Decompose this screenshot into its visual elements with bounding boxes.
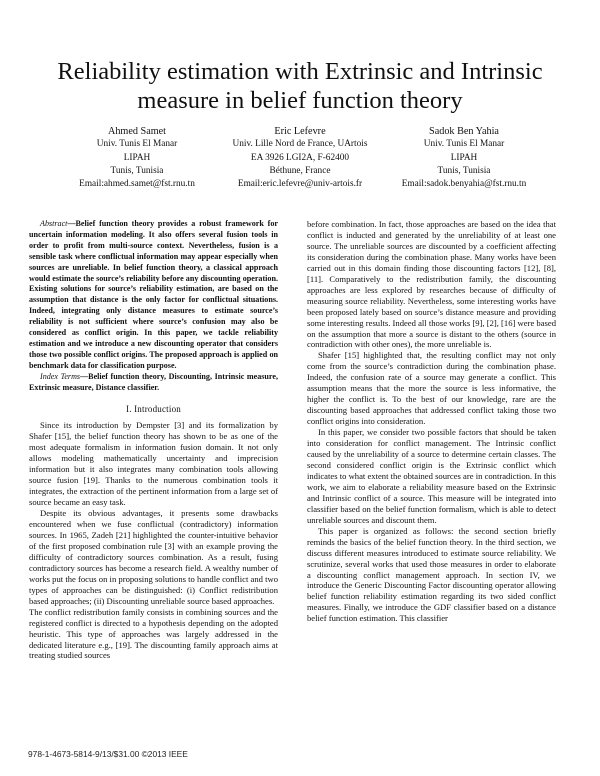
author-email: Email:eric.lefevre@univ-artois.fr (237, 179, 363, 190)
author-affiliation: Univ. Tunis El Manar (96, 139, 178, 150)
abstract-label: Abstract (40, 219, 68, 228)
right-column (307, 219, 556, 624)
abstract (29, 219, 278, 394)
author-name: Ahmed Samet (107, 126, 166, 137)
paragraph: In this paper, we consider two possible factors that should be taken into consideration for conflict management. The Intrinsic conflict caused by the unreliability of a source to determine certain classes. The second considered conflict origin is the Extrinsic conflict which indicates to what extent the obtained sources are in contradiction. In this work, we aim to elaborate a reliability measure based on the Extrinsic and Intrinsic conflict of a source. This measure will be integrated into classifier based on the belief function formalism, which is able to detect unreliable sources and discount them. (307, 427, 556, 525)
author-city: Tunis, Tunisia (437, 165, 491, 176)
section-heading: I. Introduction (126, 403, 181, 414)
author-lab: LIPAH (450, 152, 478, 163)
author-lab: LIPAH (123, 152, 151, 163)
index-terms-text: —Belief function theory, Discounting, Intrinsic measure, Extrinsic measure, Distance classifier. (29, 371, 278, 392)
author-block-1 (52, 125, 222, 191)
paragraph: This paper is organized as follows: the second section briefly reminds the basics of the belief function theory. In the third section, we discuss different measures introduced to estimate source reliability. We scrutinize, several works that used those measures in order to elaborate a discounting conflict management approach. In section IV, we introduce the Generic Discounting Factor discounting operator allowing belief function reliability estimation regarding its two sided conflict measures. Finally, we introduce the GDF classifier based on a distance belief function estimation. This classifier (307, 525, 556, 624)
left-column (29, 219, 278, 661)
paper-title: Reliability estimation with Extrinsic and Intrinsic measure in belief function theory (57, 58, 543, 114)
index-terms-label: Index Terms (40, 371, 81, 381)
author-block-3 (379, 125, 549, 191)
author-city: Tunis, Tunisia (110, 165, 164, 176)
author-email: Email:sadok.benyahia@fst.rnu.tn (401, 179, 527, 190)
paragraph: Shafer [15] highlighted that, the resulting conflict may not only come from the source’s contradiction during the combination phase. Indeed, the confusion rate of a source may generate a conflict. This assumption means that the more the source is less informative, the higher the conflict is. To the best of our knowledge, rare are the discounting based approaches that addressed conflict taking those two conflict origins into consideration. (307, 350, 556, 427)
paragraph: The conflict redistribution family consists in combining sources and the registered conflict is directed to a hypothesis depending on the adopted heuristic. This type of approaches was largely addressed in the dedicated literature e.g., [19]. The discounting family approach aims at treating studied sources (29, 606, 278, 661)
author-lab: EA 3926 LGI2A, F-62400 (250, 152, 350, 163)
author-affiliation: Univ. Lille Nord de France, UArtois (232, 139, 368, 150)
paragraph: Despite its obvious advantages, it presents some drawbacks encountered when we fuse conflictual (contradictory) information sources. In 1965, Zadeh [21] highlighted the counter-intuitive behavior of the first proposed combination rule [3] with an example proving the difficulty of contradictory sources combination. As a result, fusing contradictory sources has become a research field. A wealthy number of works put the focus on in proposing solutions to handle conflict and two types of approaches can be distinguished: (i) Conflict redistribution based approaches; (ii) Discounting unreliable source based approaches. (29, 508, 278, 606)
author-affiliation: Univ. Tunis El Manar (423, 139, 505, 150)
copyright-footer: 978-1-4673-5814-9/13/$31.00 ©2013 IEEE (28, 749, 188, 759)
paragraph: before combination. In fact, those approaches are based on the idea that conflict is inducted and generated by the unreliability of at least one source. The unreliable sources are discounted by a coefficient affecting its consideration during the combination phase. Many works have been carried out in this domain finding those discounting factors [12], [8], [11]. Comparatively to the redistribution family, the discounting approaches are less explored by researches because of difficulty of measuring source reliability. Nevertheless, some interesting works have been proposed lately based on source’s distance measure and providing some interesting results. Indeed all those works [9], [2], [16] were based on the assumption that more a source is distant to the others (source in contradiction with other ones), the more unreliable is. (307, 219, 556, 350)
author-block-2 (215, 125, 385, 191)
paragraph: Since its introduction by Dempster [3] and its formalization by Shafer [15], the belief function theory has shown to be as one of the most adequate formalism in information fusion domain. It not only allows modeling mathematically uncertainty and imprecision information but it also integrates many combination tools allowing source fusion [19]. Thanks to the numerous combination tools it integrates, the extraction of the pertinent information from a large set of source became an easy task. (29, 420, 278, 508)
abstract-text: —Belief function theory provides a robust framework for uncertain information modeling. It also offers several fusion tools in order to profit from multi-source context. Nevertheless, fusion is a sensible task where conflictual information may appear especially when sources are unreliable. In belief function theory, a classical approach would estimate the source’s reliability before any discounting operation. Existing solutions for source’s reliability estimation, are based on the assumption that distance is the only factor for conflictual situations. Indeed, integrating only distance measures to estimate source’s reliability is not sufficient where source’s confusion may also be considered as conflict origin. In this paper, we tackle reliability estimation and we introduce a new discounting operator that considers those two possible conflict origins. The proposed approach is applied on benchmark data for classification purpose. (29, 219, 278, 370)
author-name: Eric Lefevre (274, 126, 326, 137)
author-city: Béthune, France (269, 165, 331, 176)
author-email: Email:ahmed.samet@fst.rnu.tn (79, 179, 195, 190)
author-name: Sadok Ben Yahia (429, 126, 499, 137)
